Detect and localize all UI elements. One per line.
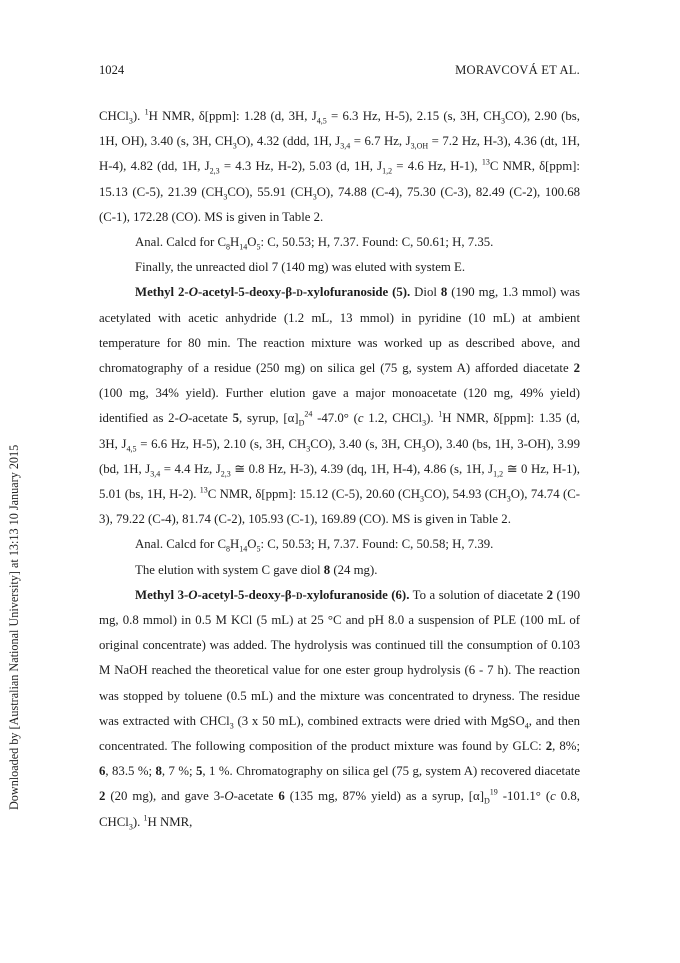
analysis-paragraph: Anal. Calcd for $C_8H_{14}O_5$: C, 50.53; H, 7.37. Found: C, 50.61; H, 7.35. [135, 235, 494, 252]
page-number: 1024 [99, 63, 125, 77]
page-header [99, 63, 580, 83]
nmr-data-paragraph: CHCl$_3$). $^1$H NMR, δ[ppm]: 1.28 (d, 3H, $J_{4,5} = 6.3$ Hz, H-5), 2.15 (s, 3H, $CH_3CO$), 2.90 (bs, 1H, OH), 3.40 (s, 3H, $CH_3O$), 4.32 (ddd, 1H, $J_{3,4} = 6.7$ Hz, $J_{3,OH} = 7.2$ Hz, H-3), 4.36 (dt, 1H, H-4), 4.82 (dd, 1H, $J_{2,3} = 4.3$ Hz, H-2), 5.03 (d, 1H, $J_{1,2} = 4.6$ Hz, H-1), $^{13}$C NMR, δ[ppm]: 15.13 (C-5), 21.39 $(CH_3CO)$, 55.91 $(CH_3O)$, 74.88 (C-4), 75.30 (C-3), 82.49 (C-2), 100.68 (C-1), 172.28 (CO). MS is given in Table 2. [99, 107, 581, 224]
analysis-paragraph-2: Anal. Calcd for $C_8H_{14}O_5$: C, 50.53; H, 7.37. Found: C, 50.58; H, 7.39. [135, 537, 494, 554]
running-head: MORAVCOVÁ ET AL. [455, 63, 580, 77]
elution-paragraph-2: The elution with system C gave diol 8 (24 mg). [135, 562, 378, 577]
download-notice: Downloaded by [Australian National University] at 13:13 10 January 2015 [7, 444, 21, 810]
compound-6-heading: Methyl 3-O-acetyl-5-deoxy-β-d-xylofuranoside (6). [135, 587, 410, 602]
elution-paragraph: Finally, the unreacted diol 7 (140 mg) was eluted with system E. [135, 260, 466, 275]
compound-6-paragraph: Methyl 3-O-acetyl-5-deoxy-β-d-xylofuranoside (6). To a solution of diacetate 2 (190 mg, 0.8 mmol) in 0.5 M KCl (5 mL) at 25 °C and pH 8.0 a suspension of PLE (100 mL of original concentrate) was added. The hydrolysis was continued till the consumption of 0.103 M NaOH reached the theoretical value for one ester group hydrolysis (6 - 7 h). The reaction was stopped by toluene (0.5 mL) and the mixture was concentrated to dryness. The residue was extracted with CHCl$_3$ (3 x 50 mL), combined extracts were dried with MgSO$_4$, and then concentrated. The following composition of the product mixture was found by GLC: 2, 8%; 6, 83.5 %; 8, 7 %; 5, 1 %. Chromatography on silica gel (75 g, system A) recovered diacetate 2 (20 mg), and gave 3-O-acetate 6 (135 mg, 87% yield) as a syrup, $[\alpha]_D^{19}$ -101.1° (c 0.8, CHCl$_3$). $^1$H NMR, [99, 587, 581, 832]
compound-5-paragraph: Methyl 2-O-acetyl-5-deoxy-β-d-xylofuranoside (5). Diol 8 (190 mg, 1.3 mmol) was acetylated with acetic anhydride (1.2 mL, 13 mmol) in pyridine (10 mL) at ambient temperature for 80 min. The reaction mixture was worked up as described above, and chromatography of a residue (250 mg) on silica gel (75 g, system A) afforded diacetate 2 (100 mg, 34% yield). Further elution gave a major monoacetate (120 mg, 49% yield) identified as 2-O-acetate 5, syrup, $[\alpha]_D^{24}$ -47.0° (c 1.2, CHCl$_3$). $^1$H NMR, δ[ppm]: 1.35 (d, 3H, $J_{4,5} = 6.6$ Hz, H-5), 2.10 (s, 3H, $CH_3CO$), 3.40 (s, 3H, $CH_3O$), 3.40 (bs, 1H, 3-OH), 3.99 (bd, 1H, $J_{3,4} = 4.4$ Hz, $J_{2,3}$ ≅ 0.8 Hz, H-3), 4.39 (dq, 1H, H-4), 4.86 (s, 1H, $J_{1,2}$ ≅ 0 Hz, H-1), 5.01 (bs, 1H, H-2). $^{13}$C NMR, δ[ppm]: 15.12 (C-5), 20.60 $(CH_3CO)$, 54.93 $(CH_3O)$, 74.74 (C-3), 79.22 (C-4), 81.74 (C-2), 105.93 (C-1), 169.89 (CO). MS is given in Table 2. [99, 285, 580, 527]
article-body [99, 104, 580, 835]
compound-5-heading: Methyl 2-O-acetyl-5-deoxy-β-d-xylofuranoside (5). [135, 285, 411, 300]
